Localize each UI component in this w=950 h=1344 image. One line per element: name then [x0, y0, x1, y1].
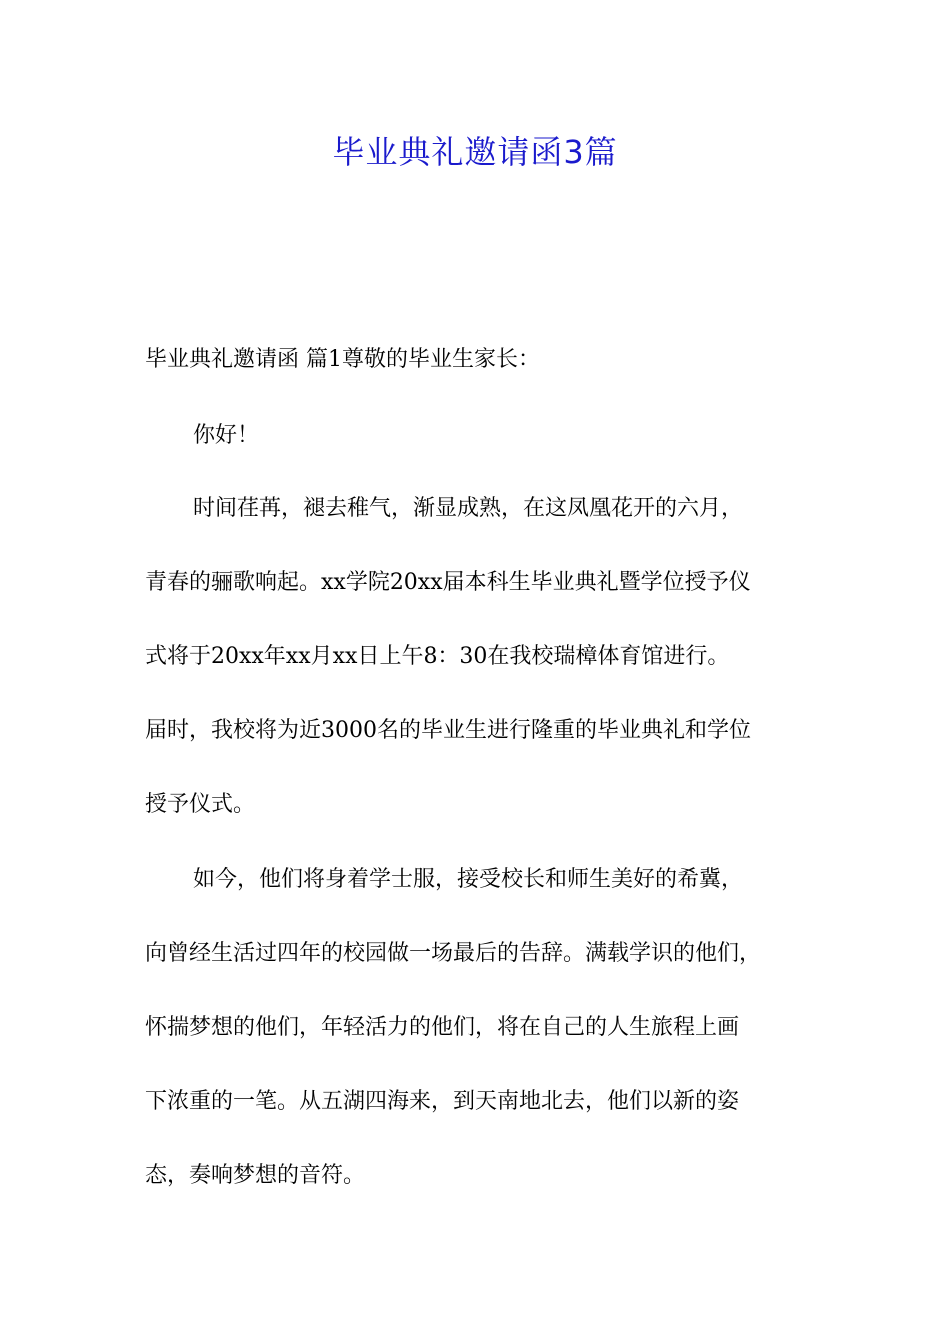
paragraph-line: 式将于20xx年xx月xx日上午8：30在我校瑞樟体育馆进行。	[145, 644, 730, 669]
paragraph-line: 怀揣梦想的他们，年轻活力的他们，将在自己的人生旅程上画	[145, 1015, 740, 1040]
paragraph-line: 如今，他们将身着学士服，接受校长和师生美好的希冀，	[193, 867, 744, 892]
paragraph-line: 下浓重的一笔。从五湖四海来，到天南地北去，他们以新的姿	[145, 1089, 740, 1114]
paragraph-line: 毕业典礼邀请函 篇1尊敬的毕业生家长：	[145, 347, 540, 372]
paragraph-line: 向曾经生活过四年的校园做一场最后的告辞。满载学识的他们，	[145, 941, 762, 966]
paragraph-line: 时间荏苒，褪去稚气，渐显成熟，在这凤凰花开的六月，	[193, 496, 744, 521]
paragraph-line: 届时，我校将为近3000名的毕业生进行隆重的毕业典礼和学位	[145, 718, 751, 743]
paragraph-line: 态，奏响梦想的音符。	[145, 1163, 366, 1188]
paragraph-line: 授予仪式。	[145, 792, 256, 817]
paragraph-line: 青春的骊歌响起。xx学院20xx届本科生毕业典礼暨学位授予仪	[145, 570, 751, 595]
document-title: 毕业典礼邀请函3篇	[332, 133, 618, 171]
paragraph-line: 你好！	[193, 423, 260, 448]
